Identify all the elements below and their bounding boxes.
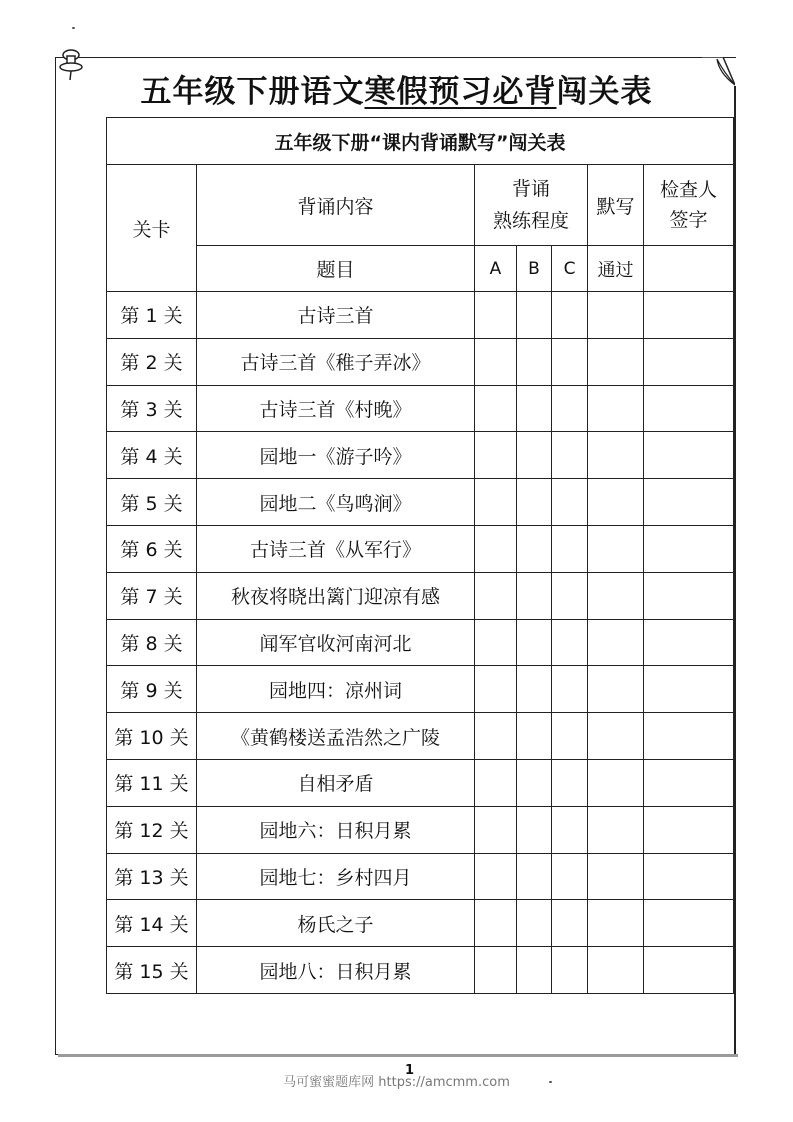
grade-a-cell[interactable]	[475, 292, 517, 339]
grade-c-cell[interactable]	[552, 666, 588, 713]
level-cell: 第 13 关	[107, 853, 197, 900]
grade-c-cell[interactable]	[552, 619, 588, 666]
content-cell: 杨氏之子	[197, 900, 475, 947]
content-cell: 古诗三首《从军行》	[197, 525, 475, 572]
level-cell: 第 10 关	[107, 713, 197, 760]
grade-a-cell[interactable]	[475, 432, 517, 479]
grade-a-cell[interactable]	[475, 759, 517, 806]
header-grade-c: C	[552, 246, 588, 292]
header-proficiency-line1: 背诵	[511, 178, 550, 200]
grade-c-cell[interactable]	[552, 759, 588, 806]
signature-cell[interactable]	[644, 900, 734, 947]
grade-b-cell[interactable]	[517, 385, 552, 432]
level-cell: 第 3 关	[107, 385, 197, 432]
title-prefix: 五年级下册语文	[140, 74, 365, 110]
table-row	[107, 479, 734, 526]
grade-b-cell[interactable]	[517, 479, 552, 526]
signature-cell[interactable]	[644, 525, 734, 572]
grade-a-cell[interactable]	[475, 947, 517, 994]
paper-right-edge	[734, 86, 736, 1054]
table-subtitle: 五年级下册“课内背诵默写”闯关表	[107, 118, 734, 165]
header-row-1	[107, 165, 734, 246]
table-row	[107, 713, 734, 760]
grade-b-cell[interactable]	[517, 292, 552, 339]
content-cell: 自相矛盾	[197, 759, 475, 806]
grade-a-cell[interactable]	[475, 619, 517, 666]
signature-cell[interactable]	[644, 759, 734, 806]
grade-a-cell[interactable]	[475, 900, 517, 947]
level-cell: 第 8 关	[107, 619, 197, 666]
content-cell: 园地八：日积月累	[197, 947, 475, 994]
paper-shadow	[58, 1054, 738, 1057]
grade-c-cell[interactable]	[552, 947, 588, 994]
checklist-table	[106, 117, 734, 994]
grade-c-cell[interactable]	[552, 900, 588, 947]
passed-cell[interactable]	[588, 292, 644, 339]
table-row	[107, 900, 734, 947]
table-row	[107, 292, 734, 339]
header-checker-line2: 签字	[669, 209, 708, 231]
passed-cell[interactable]	[588, 900, 644, 947]
grade-b-cell[interactable]	[517, 619, 552, 666]
level-cell: 第 14 关	[107, 900, 197, 947]
content-cell: 园地七：乡村四月	[197, 853, 475, 900]
table-body	[107, 292, 734, 994]
signature-cell[interactable]	[644, 432, 734, 479]
grade-b-cell[interactable]	[517, 853, 552, 900]
content-cell: 园地二《鸟鸣涧》	[197, 479, 475, 526]
level-cell: 第 2 关	[107, 338, 197, 385]
signature-cell[interactable]	[644, 853, 734, 900]
signature-cell[interactable]	[644, 292, 734, 339]
level-cell: 第 12 关	[107, 806, 197, 853]
content-cell: 园地六：日积月累	[197, 806, 475, 853]
title-suffix: 闯关表	[556, 74, 653, 110]
table-row	[107, 666, 734, 713]
level-cell: 第 4 关	[107, 432, 197, 479]
grade-c-cell[interactable]	[552, 338, 588, 385]
scan-speck	[72, 27, 75, 29]
passed-cell[interactable]	[588, 432, 644, 479]
passed-cell[interactable]	[588, 947, 644, 994]
grade-c-cell[interactable]	[552, 479, 588, 526]
level-cell: 第 11 关	[107, 759, 197, 806]
grade-c-cell[interactable]	[552, 432, 588, 479]
header-topic: 题目	[197, 246, 475, 292]
content-cell: 古诗三首	[197, 292, 475, 339]
table-row	[107, 806, 734, 853]
grade-c-cell[interactable]	[552, 806, 588, 853]
level-cell: 第 6 关	[107, 525, 197, 572]
header-proficiency-line2: 熟练程度	[492, 210, 569, 232]
header-grade-a: A	[475, 246, 517, 292]
header-passed: 通过	[588, 246, 644, 292]
grade-a-cell[interactable]	[475, 525, 517, 572]
table-row	[107, 759, 734, 806]
passed-cell[interactable]	[588, 572, 644, 619]
header-dictation: 默写	[588, 165, 644, 246]
header-grade-b: B	[517, 246, 552, 292]
header-level: 关卡	[107, 165, 197, 292]
signature-cell[interactable]	[644, 619, 734, 666]
passed-cell[interactable]	[588, 619, 644, 666]
grade-b-cell[interactable]	[517, 947, 552, 994]
content-cell: 古诗三首《稚子弄冰》	[197, 338, 475, 385]
grade-b-cell[interactable]	[517, 759, 552, 806]
header-checker-line1: 检查人	[660, 179, 718, 201]
table-row	[107, 338, 734, 385]
footer-watermark: 马可蜜蜜题库网 https://amcmm.com	[283, 1075, 510, 1090]
header-checker-blank	[644, 246, 734, 292]
signature-cell[interactable]	[644, 713, 734, 760]
content-cell: 秋夜将晓出篱门迎凉有感	[197, 572, 475, 619]
passed-cell[interactable]	[588, 759, 644, 806]
passed-cell[interactable]	[588, 525, 644, 572]
table-row	[107, 572, 734, 619]
grade-b-cell[interactable]	[517, 666, 552, 713]
passed-cell[interactable]	[588, 385, 644, 432]
title-underlined: 寒假预习必背	[364, 74, 557, 110]
grade-a-cell[interactable]	[475, 338, 517, 385]
table-row	[107, 385, 734, 432]
grade-a-cell[interactable]	[475, 479, 517, 526]
grade-b-cell[interactable]	[517, 338, 552, 385]
content-cell: 园地四：凉州词	[197, 666, 475, 713]
grade-c-cell[interactable]	[552, 385, 588, 432]
grade-b-cell[interactable]	[517, 525, 552, 572]
table-row	[107, 432, 734, 479]
header-checker	[644, 165, 734, 246]
signature-cell[interactable]	[644, 666, 734, 713]
document-title	[0, 66, 793, 111]
grade-a-cell[interactable]	[475, 572, 517, 619]
grade-b-cell[interactable]	[517, 806, 552, 853]
grade-a-cell[interactable]	[475, 385, 517, 432]
grade-a-cell[interactable]	[475, 713, 517, 760]
signature-cell[interactable]	[644, 947, 734, 994]
signature-cell[interactable]	[644, 479, 734, 526]
header-content: 背诵内容	[197, 165, 475, 246]
level-cell: 第 1 关	[107, 292, 197, 339]
grade-c-cell[interactable]	[552, 292, 588, 339]
passed-cell[interactable]	[588, 338, 644, 385]
signature-cell[interactable]	[644, 338, 734, 385]
level-cell: 第 9 关	[107, 666, 197, 713]
table-row	[107, 947, 734, 994]
grade-b-cell[interactable]	[517, 900, 552, 947]
header-row-2	[107, 246, 734, 292]
grade-c-cell[interactable]	[552, 572, 588, 619]
grade-c-cell[interactable]	[552, 853, 588, 900]
level-cell: 第 7 关	[107, 572, 197, 619]
passed-cell[interactable]	[588, 713, 644, 760]
page-number: 1	[405, 1063, 415, 1078]
level-cell: 第 15 关	[107, 947, 197, 994]
table-row	[107, 619, 734, 666]
header-proficiency	[475, 165, 588, 246]
table-row	[107, 525, 734, 572]
grade-a-cell[interactable]	[475, 666, 517, 713]
content-cell: 园地一《游子吟》	[197, 432, 475, 479]
grade-c-cell[interactable]	[552, 713, 588, 760]
passed-cell[interactable]	[588, 479, 644, 526]
passed-cell[interactable]	[588, 806, 644, 853]
content-cell: 闻军官收河南河北	[197, 619, 475, 666]
grade-b-cell[interactable]	[517, 432, 552, 479]
signature-cell[interactable]	[644, 385, 734, 432]
grade-c-cell[interactable]	[552, 525, 588, 572]
signature-cell[interactable]	[644, 806, 734, 853]
passed-cell[interactable]	[588, 853, 644, 900]
level-cell: 第 5 关	[107, 479, 197, 526]
table-row	[107, 853, 734, 900]
grade-b-cell[interactable]	[517, 713, 552, 760]
signature-cell[interactable]	[644, 572, 734, 619]
grade-a-cell[interactable]	[475, 806, 517, 853]
subtitle-row	[107, 118, 734, 165]
passed-cell[interactable]	[588, 666, 644, 713]
grade-a-cell[interactable]	[475, 853, 517, 900]
grade-b-cell[interactable]	[517, 572, 552, 619]
content-cell: 古诗三首《村晚》	[197, 385, 475, 432]
content-cell: 《黄鹤楼送孟浩然之广陵	[197, 713, 475, 760]
